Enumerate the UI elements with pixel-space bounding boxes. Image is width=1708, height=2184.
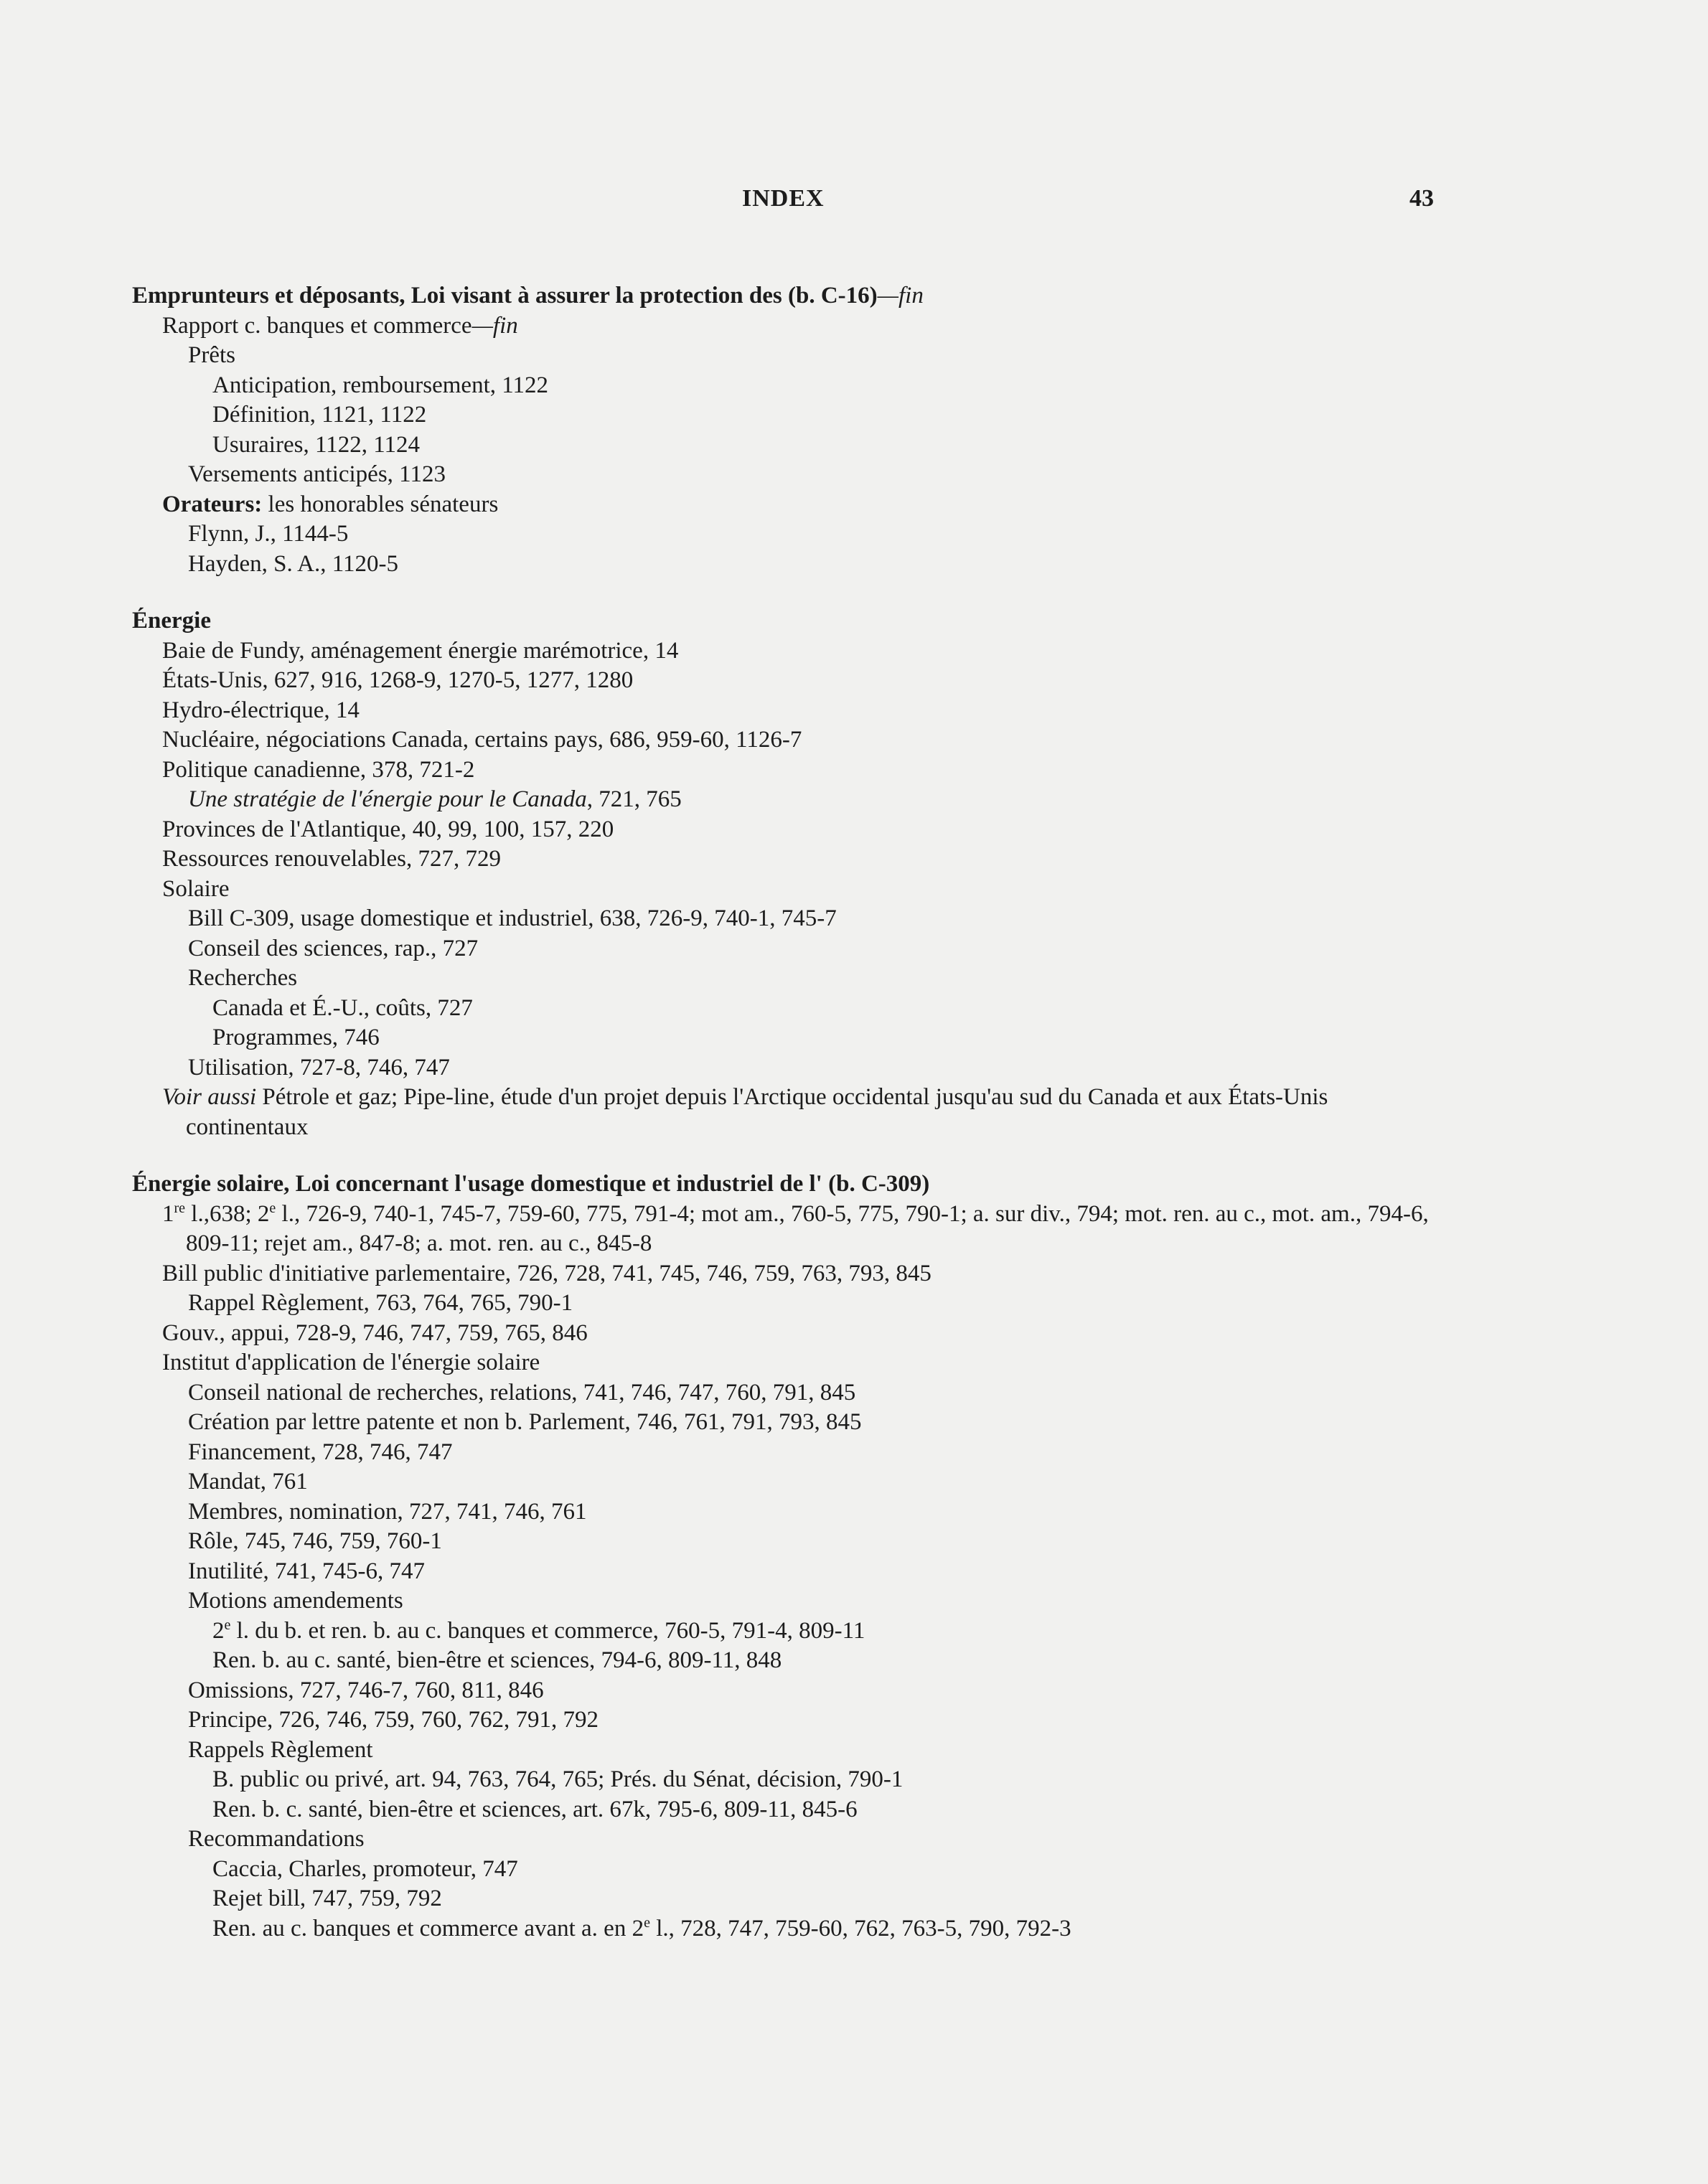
entry-text: , 721, 765 [586, 786, 682, 812]
entry-text: l. du b. et ren. b. au c. banques et commerce, 760-5, 791-4, 809-11 [230, 1617, 865, 1644]
entry-text: l., 726-9, 740-1, 745-7, 759-60, 775, 791-4; mot am., 760-5, 775, 790-1; a. sur div., 794; mot. ren. au c., mot. am., 794-6, 809-11; rejet am., 847-8; a. mot. ren. au c., 845-8 [186, 1200, 1429, 1256]
entry-text: Omissions, 727, 746-7, 760, 811, 846 [188, 1677, 544, 1703]
index-entry [132, 1527, 1453, 1557]
entry-text: Création par lettre patente et non b. Parlement, 746, 761, 791, 793, 845 [188, 1409, 862, 1435]
entry-text: Recommandations [188, 1826, 365, 1852]
entry-text: Bill C-309, usage domestique et industriel, 638, 726-9, 740-1, 745-7 [188, 905, 837, 931]
index-entry [132, 490, 1453, 520]
entry-text: Rejet bill, 747, 759, 792 [212, 1886, 442, 1911]
entry-text: Mandat, 761 [188, 1469, 308, 1495]
entry-text: Provinces de l'Atlantique, 40, 99, 100, 157, 220 [162, 816, 614, 842]
index-entry [132, 1348, 1453, 1378]
index-entry [132, 1259, 1453, 1289]
index-entry [132, 1825, 1453, 1855]
index-entry [132, 1289, 1453, 1319]
index-entry [132, 1467, 1453, 1497]
index-entry [132, 1200, 1453, 1259]
index-section [132, 606, 1453, 1142]
entry-text: 2 [212, 1617, 225, 1644]
index-heading-text: Emprunteurs et déposants, Loi visant à assurer la protection des (b. C-16) [132, 283, 878, 309]
index-entry [132, 934, 1453, 964]
entry-text: Rapport c. banques et commerce [162, 312, 472, 339]
entry-text: Ren. b. au c. santé, bien-être et sciences, 794-6, 809-11, 848 [212, 1647, 782, 1673]
index-entry [132, 1378, 1453, 1408]
index-entry [132, 1586, 1453, 1616]
index-entry [132, 875, 1453, 905]
index-entry [132, 964, 1453, 994]
entry-text: Pétrole et gaz; Pipe-line, étude d'un projet depuis l'Arctique occidental jusqu'au sud du Canada et aux États-Unis continentaux [186, 1084, 1328, 1140]
entry-text: Motions amendements [188, 1588, 403, 1614]
index-heading [132, 606, 1453, 636]
index-entry [132, 341, 1453, 371]
entry-text: Caccia, Charles, promoteur, 747 [212, 1855, 518, 1882]
entry-text: Hayden, S. A., 1120-5 [188, 550, 399, 577]
index-heading [132, 281, 1453, 311]
ordinal-suffix: e [269, 1200, 276, 1216]
index-entry [132, 311, 1453, 342]
entry-text: Conseil national de recherches, relations, 741, 746, 747, 760, 791, 845 [188, 1379, 856, 1406]
entry-text: Usuraires, 1122, 1124 [212, 431, 421, 458]
page-number: 43 [1409, 185, 1434, 212]
entry-text: Conseil des sciences, rap., 727 [188, 935, 479, 961]
page-header [0, 185, 1708, 221]
index-entry [132, 1557, 1453, 1587]
index-entry [132, 371, 1453, 401]
index-entry [132, 1438, 1453, 1468]
entry-text: Rappels Règlement [188, 1736, 373, 1763]
index-entry [132, 519, 1453, 550]
index-entry [132, 1676, 1453, 1706]
ordinal-suffix: re [174, 1200, 186, 1216]
entry-text: Ren. b. c. santé, bien-être et sciences, art. 67k, 795-6, 809-11, 845-6 [212, 1796, 858, 1822]
index-entry [132, 785, 1453, 815]
index-entry [132, 666, 1453, 696]
entry-text: Prêts [188, 342, 235, 368]
entry-text: Ren. au c. banques et commerce avant a. en 2 [212, 1915, 644, 1941]
entry-text: Politique canadienne, 378, 721-2 [162, 756, 475, 783]
entry-text: Définition, 1121, 1122 [212, 402, 427, 428]
index-entry [132, 844, 1453, 875]
index-entry [132, 1855, 1453, 1885]
entry-text: Programmes, 746 [212, 1025, 380, 1050]
index-entry [132, 460, 1453, 490]
entry-text: B. public ou privé, art. 94, 763, 764, 765; Prés. du Sénat, décision, 790-1 [212, 1766, 904, 1792]
index-heading-text: Énergie [132, 608, 211, 634]
entry-text: Membres, nomination, 727, 741, 746, 761 [188, 1498, 587, 1525]
index-entry [132, 1083, 1453, 1142]
entry-text: l., 728, 747, 759-60, 762, 763-5, 790, 792-3 [649, 1915, 1071, 1941]
entry-text: l.,638; 2 [185, 1200, 270, 1227]
index-entry [132, 1408, 1453, 1438]
index-entry [132, 1884, 1453, 1914]
entry-text: Financement, 728, 746, 747 [188, 1439, 453, 1465]
index-entry [132, 1616, 1453, 1647]
entry-text: Principe, 726, 746, 759, 760, 762, 791, 792 [188, 1707, 599, 1733]
entry-text: Bill public d'initiative parlementaire, 726, 728, 741, 745, 746, 759, 763, 793, 845 [162, 1260, 932, 1286]
entry-label: Orateurs: [162, 491, 263, 517]
continuation-marker: —fin [471, 312, 518, 339]
entry-text: Rôle, 745, 746, 759, 760-1 [188, 1528, 442, 1554]
entry-text: Baie de Fundy, aménagement énergie marémotrice, 14 [162, 637, 679, 664]
index-heading-text: Énergie solaire, Loi concernant l'usage domestique et industriel de l' (b. C-309) [132, 1171, 930, 1197]
entry-text: Rappel Règlement, 763, 764, 765, 790-1 [188, 1290, 573, 1316]
index-entry [132, 696, 1453, 726]
continuation-marker: —fin [877, 283, 924, 309]
index-section [132, 1169, 1453, 1944]
ordinal-suffix: e [644, 1914, 650, 1931]
index-entry [132, 1023, 1453, 1053]
entry-text: les honorables sénateurs [262, 491, 499, 517]
index-entry [132, 430, 1453, 461]
index-entry [132, 1914, 1453, 1944]
index-entry [132, 725, 1453, 756]
entry-italic-text: Voir aussi [162, 1084, 257, 1110]
entry-italic-text: Une stratégie de l'énergie pour le Canada [188, 786, 587, 812]
entry-text: Solaire [162, 875, 230, 902]
page-title: INDEX [742, 185, 825, 212]
index-entry [132, 636, 1453, 667]
entry-text: Anticipation, remboursement, 1122 [212, 372, 549, 398]
index-entry [132, 815, 1453, 845]
ordinal-suffix: e [224, 1616, 231, 1633]
index-entry [132, 550, 1453, 580]
index-body [132, 281, 1453, 1971]
index-entry [132, 1497, 1453, 1528]
index-entry [132, 1736, 1453, 1766]
entry-text: Gouv., appui, 728-9, 746, 747, 759, 765, 846 [162, 1319, 588, 1346]
index-entry [132, 904, 1453, 934]
index-entry [132, 756, 1453, 786]
entry-text: Institut d'application de l'énergie solaire [162, 1350, 540, 1375]
entry-text: Hydro-électrique, 14 [162, 697, 360, 723]
index-entry [132, 1705, 1453, 1736]
index-entry [132, 1765, 1453, 1795]
index-heading [132, 1169, 1453, 1200]
index-section [132, 281, 1453, 579]
entry-text: États-Unis, 627, 916, 1268-9, 1270-5, 1277, 1280 [162, 667, 634, 693]
index-entry [132, 1053, 1453, 1083]
entry-text: Inutilité, 741, 745-6, 747 [188, 1558, 425, 1584]
entry-text: Nucléaire, négociations Canada, certains pays, 686, 959-60, 1126-7 [162, 727, 802, 753]
index-entry [132, 994, 1453, 1024]
index-entry [132, 1795, 1453, 1825]
index-entry [132, 1646, 1453, 1676]
entry-text: Recherches [188, 965, 298, 991]
index-entry [132, 1319, 1453, 1349]
entry-text: Flynn, J., 1144-5 [188, 521, 349, 547]
entry-text: Versements anticipés, 1123 [188, 461, 446, 487]
index-entry [132, 400, 1453, 430]
entry-text: Utilisation, 727-8, 746, 747 [188, 1054, 450, 1081]
entry-text: Canada et É.-U., coûts, 727 [212, 994, 473, 1021]
entry-text: 1 [162, 1200, 174, 1227]
entry-text: Ressources renouvelables, 727, 729 [162, 846, 501, 872]
